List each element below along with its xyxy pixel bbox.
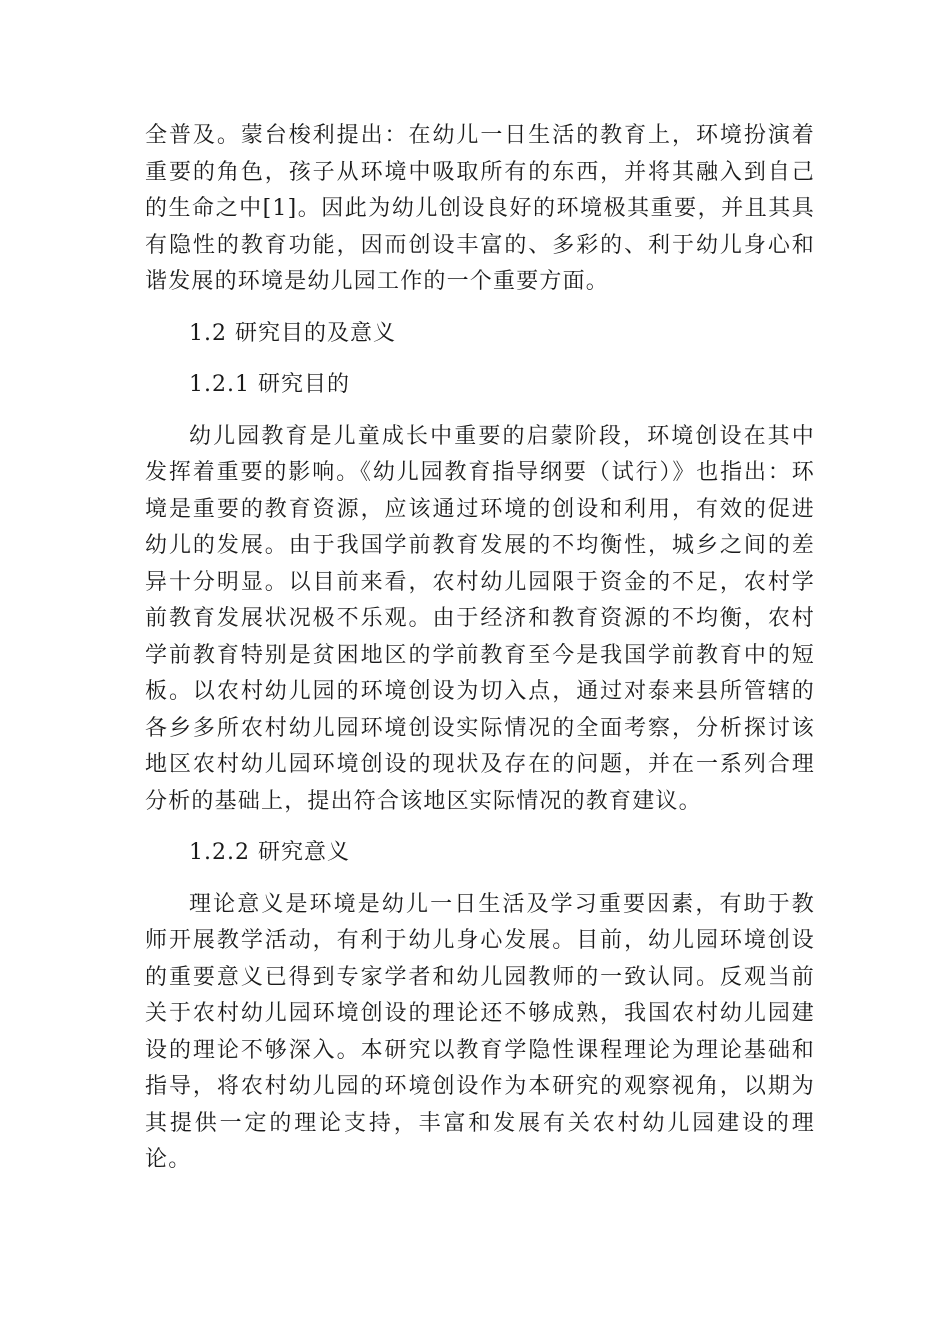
section-heading-1-2: 1.2 研究目的及意义: [189, 320, 396, 346]
significance-paragraph: 理论意义是环境是幼儿一日生活及学习重要因素，有助于教师开展教学活动，有利于幼儿身心发展。目前，幼儿园环境创设的重要意义已得到专家学者和幼儿园教师的一致认同。反观当前关于农村幼儿园环境创设的理论还不够成熟，我国农村幼儿园建设的理论不够深入。本研究以教育学隐性课程理论为理论基础和指导，将农村幼儿园的环境创设作为本研究的观察视角，以期为其提供一定的理论支持，丰富和发展有关农村幼儿园建设的理论。: [145, 891, 815, 1172]
purpose-paragraph: 幼儿园教育是儿童成长中重要的启蒙阶段，环境创设在其中发挥着重要的影响。《幼儿园教育指导纲要（试行）》也指出：环境是重要的教育资源，应该通过环境的创设和利用，有效的促进幼儿的发展。由于我国学前教育发展的不均衡性，城乡之间的差异十分明显。以目前来看，农村幼儿园限于资金的不足，农村学前教育发展状况极不乐观。由于经济和教育资源的不均衡，农村学前教育特别是贫困地区的学前教育至今是我国学前教育中的短板。以农村幼儿园的环境创设为切入点，通过对泰来县所管辖的各乡多所农村幼儿园环境创设实际情况的全面考察，分析探讨该地区农村幼儿园环境创设的现状及存在的问题，并在一系列合理分析的基础上，提出符合该地区实际情况的教育建议。: [145, 423, 815, 814]
section-heading-1-2-1: 1.2.1 研究目的: [189, 372, 350, 397]
section-heading-1-2-2: 1.2.2 研究意义: [189, 840, 350, 865]
document-page: [145, 118, 815, 1194]
intro-paragraph: 全普及。蒙台梭利提出：在幼儿一日生活的教育上，环境扮演着重要的角色，孩子从环境中吸取所有的东西，并将其融入到自己的生命之中[1]。因此为幼儿创设良好的环境极其重要，并且其具有隐性的教育功能，因而创设丰富的、多彩的、利于幼儿身心和谐发展的环境是幼儿园工作的一个重要方面。: [145, 123, 815, 294]
